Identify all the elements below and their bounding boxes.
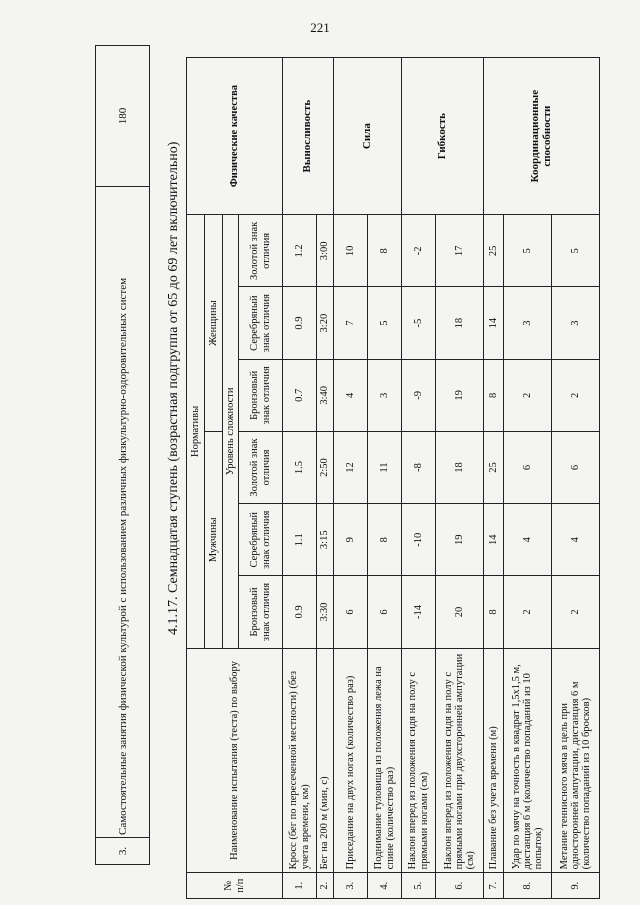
item-number: 3. [96, 838, 150, 865]
row-men-gold: 11 [368, 431, 402, 503]
item-text: Самостоятельные занятия физической культурой с использованием различных физкультурно-оздоровительных систем [96, 187, 150, 838]
row-name: Наклон вперед из положения сидя на полу с прямыми ногами при двухсторонней ампутации (см) [436, 648, 484, 873]
row-women-gold: 3:00 [317, 215, 334, 287]
row-num: 5. [402, 873, 436, 899]
row-men-gold: 25 [484, 431, 504, 503]
row-men-gold: 1.5 [283, 431, 317, 503]
row-name: Метание теннисного мяча в цель при односторонней ампутации, дистанция 6 м (количество попаданий из 10 бросков) [552, 648, 600, 873]
row-women-bronze: 0.7 [283, 359, 317, 431]
header-women: Женщины [205, 215, 223, 432]
row-women-gold: -2 [402, 215, 436, 287]
row-name: Поднимание туловища из положения лежа на спине (количество раз) [368, 648, 402, 873]
row-women-silver: 18 [436, 287, 484, 359]
table-row [334, 58, 368, 899]
row-women-silver: 3:20 [317, 287, 334, 359]
row-men-bronze: 6 [334, 576, 368, 648]
category-endurance: Выносливость [283, 58, 334, 215]
row-women-silver: 3 [504, 287, 552, 359]
row-name: Наклон вперед из положения сидя на полу с прямыми ногами (см) [402, 648, 436, 873]
row-women-silver: 14 [484, 287, 504, 359]
row-men-silver: 14 [484, 504, 504, 576]
header-women-silver: Серебряный знак отличия [239, 287, 283, 359]
header-men: Мужчины [205, 431, 223, 648]
header-men-silver: Серебряный знак отличия [239, 504, 283, 576]
row-men-gold: 6 [552, 431, 600, 503]
header-men-bronze: Бронзовый знак отличия [239, 576, 283, 648]
row-men-bronze: 0.9 [283, 576, 317, 648]
row-men-gold: 18 [436, 431, 484, 503]
row-women-bronze: 2 [504, 359, 552, 431]
row-women-bronze: 19 [436, 359, 484, 431]
row-women-bronze: -9 [402, 359, 436, 431]
row-women-gold: 8 [368, 215, 402, 287]
row-name: Кросс (бег по пересеченной местности) (без учета времени, км) [283, 648, 317, 873]
section-title: 4.1.17. Семнадцатая ступень (возрастная подгруппа от 65 до 69 лет включительно) [166, 141, 181, 635]
row-num: 7. [484, 873, 504, 899]
header-women-bronze: Бронзовый знак отличия [239, 359, 283, 431]
category-strength: Сила [334, 58, 402, 215]
table-row [283, 58, 317, 899]
row-name: Бег на 200 м (мин, с) [317, 648, 334, 873]
row-num: 1. [283, 873, 317, 899]
row-name: Удар по мячу на точность в квадрат 1,5х1,5 м, дистанция 6 м (количество попаданий из 10 попыток) [504, 648, 552, 873]
row-women-gold: 17 [436, 215, 484, 287]
header-qualities: Физические качества [187, 58, 283, 215]
row-women-silver: 7 [334, 287, 368, 359]
category-coordination: Координационные способности [484, 58, 600, 215]
row-men-bronze: 8 [484, 576, 504, 648]
row-women-gold: 25 [484, 215, 504, 287]
row-name: Плавание без учета времени (м) [484, 648, 504, 873]
row-men-gold: 12 [334, 431, 368, 503]
row-men-silver: -10 [402, 504, 436, 576]
row-men-bronze: 2 [504, 576, 552, 648]
row-women-bronze: 3:40 [317, 359, 334, 431]
item-table [95, 45, 150, 865]
row-men-bronze: 6 [368, 576, 402, 648]
row-women-silver: 5 [368, 287, 402, 359]
row-women-gold: 10 [334, 215, 368, 287]
row-name: Приседание на двух ногах (количество раз) [334, 648, 368, 873]
row-men-gold: 6 [504, 431, 552, 503]
norms-table [186, 57, 600, 899]
item-row [96, 46, 150, 865]
row-women-bronze: 4 [334, 359, 368, 431]
row-women-bronze: 3 [368, 359, 402, 431]
row-men-bronze: 2 [552, 576, 600, 648]
row-num: 8. [504, 873, 552, 899]
header-norms: Нормативы [187, 215, 205, 648]
row-men-silver: 4 [552, 504, 600, 576]
header-women-gold: Золотой знак отличия [239, 215, 283, 287]
row-women-silver: 0.9 [283, 287, 317, 359]
row-men-bronze: -14 [402, 576, 436, 648]
row-num: 3. [334, 873, 368, 899]
row-num: 4. [368, 873, 402, 899]
row-num: 2. [317, 873, 334, 899]
category-flexibility: Гибкость [402, 58, 484, 215]
table-row [402, 58, 436, 899]
row-num: 9. [552, 873, 600, 899]
row-men-gold: 2:50 [317, 431, 334, 503]
row-men-silver: 1.1 [283, 504, 317, 576]
item-points: 180 [96, 46, 150, 187]
row-men-gold: -8 [402, 431, 436, 503]
header-name: Наименование испытания (теста) по выбору [187, 648, 283, 873]
row-women-silver: 3 [552, 287, 600, 359]
row-men-silver: 3:15 [317, 504, 334, 576]
header-num: № п/п [187, 873, 283, 899]
header-level: Уровень сложности [223, 215, 239, 648]
row-men-silver: 8 [368, 504, 402, 576]
row-women-bronze: 8 [484, 359, 504, 431]
table-row [484, 58, 504, 899]
row-women-gold: 5 [552, 215, 600, 287]
row-men-silver: 19 [436, 504, 484, 576]
header-men-gold: Золотой знак отличия [239, 431, 283, 503]
row-men-bronze: 3:30 [317, 576, 334, 648]
page-number: 221 [310, 20, 330, 35]
row-women-gold: 5 [504, 215, 552, 287]
row-women-gold: 1.2 [283, 215, 317, 287]
row-men-bronze: 20 [436, 576, 484, 648]
row-women-bronze: 2 [552, 359, 600, 431]
row-num: 6. [436, 873, 484, 899]
row-men-silver: 9 [334, 504, 368, 576]
row-women-silver: -5 [402, 287, 436, 359]
row-men-silver: 4 [504, 504, 552, 576]
